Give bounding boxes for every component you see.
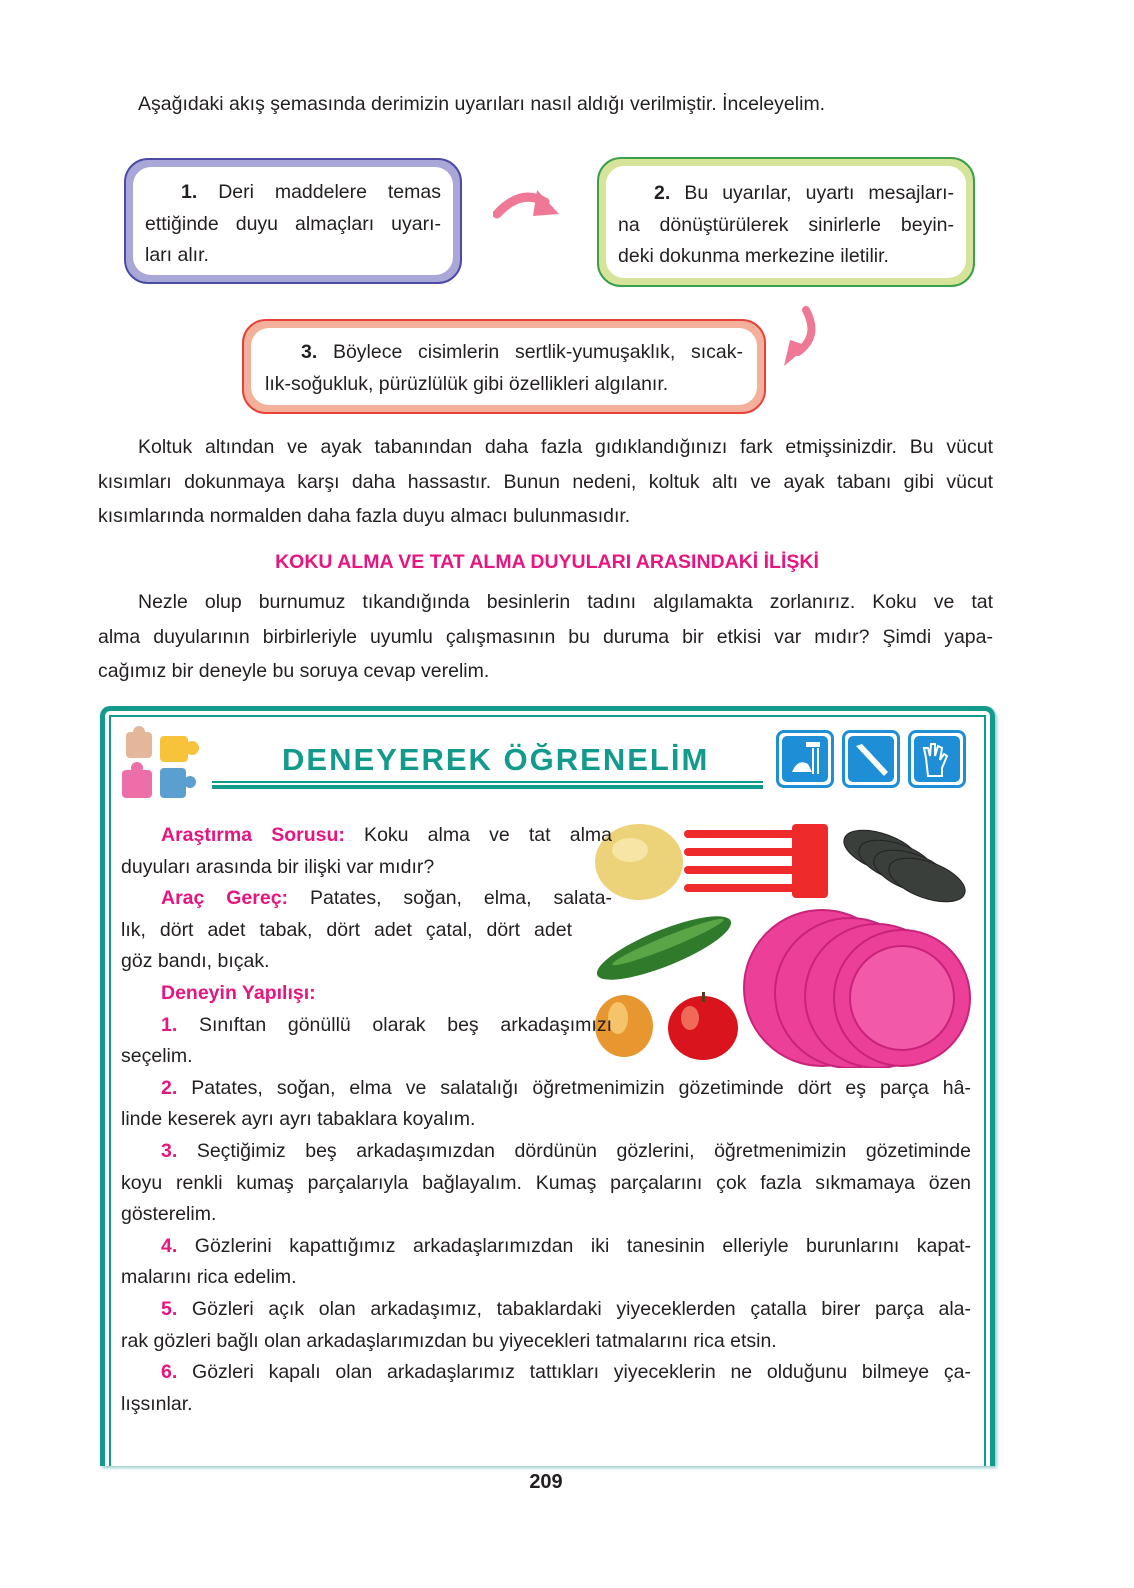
label: Araştırma Sorusu: [161,824,345,846]
text: Sınıftan gönüllü olarak beş arkadaşımızı [177,1013,612,1036]
curved-arrow-down-icon [780,306,822,370]
text: duyuları arasında bir ilişki var mıdır? [121,855,435,878]
text: Patates, soğan, elma ve salatalığı öğretmenimizin gözetiminde dört eş parça hâ- [177,1076,971,1099]
label: Deneyin Yapılışı: [161,981,316,1004]
step-6 [121,1357,971,1389]
paragraph-line: kısımları dokunmaya karşı daha hassastır. Bunun nedeni, koltuk altı ve ayak tabanı gibi vücut [98,470,993,493]
step-text: ları alır. [145,244,209,266]
intro-text: Aşağıdaki akış şemasında derimizin uyarıları nasıl aldığı verilmiştir. İnceleyelim. [138,93,826,115]
step-number: 2. [654,182,671,204]
label: Araç Gereç: [161,887,289,910]
title-underline [212,785,763,789]
step-text: deki dokunma merkezine iletilir. [618,245,889,267]
paragraph-line: Nezle olup burnumuz tıkandığında besinlerin tadını algılamakta zorlanırız. Koku ve tat [138,591,993,613]
text: Gözlerini kapattığımız arkadaşlarımızdan iki tanesinin elleriyle burunlarını kapat- [177,1234,971,1257]
step-3 [121,1136,971,1168]
hand-washing-icon [776,730,834,788]
step-5 [121,1294,971,1326]
step-number: 2. [161,1076,178,1099]
text: Seçtiğimiz beş arkadaşımızdan dördünün gözlerini, öğretmenimizin gözetiminde [177,1139,971,1162]
text: koyu renkli kumaş parçalarıyla bağlayalım. Kumaş parçalarını çok fazla sıkmamaya özen [121,1171,971,1194]
step-text: Böylece cisimlerin sertlik-yumuşaklık, sıcak- [332,341,743,363]
text: rak gözleri bağlı olan arkadaşlarımızdan bu yiyecekleri tatmalarını rica etsin. [121,1329,777,1352]
text: Gözleri açık olan arkadaşımız, tabaklardaki yiyeceklerden çatalla birer parça ala- [177,1297,971,1320]
page-number: 209 [529,1471,563,1493]
step-text: ettiğinde duyu almaçları uyarı- [145,212,441,235]
gloves-icon [908,730,966,788]
paragraph-line: cağımız bir deneyle bu soruya cevap verelim. [98,660,490,682]
text: gösterelim. [121,1203,217,1226]
puzzle-pieces-icon [116,726,208,806]
title-underline [212,781,763,783]
text: malarını rica edelim. [121,1266,297,1289]
text: Patates, soğan, elma, salata- [288,887,612,910]
step-number: 3. [301,341,318,363]
text: linde keserek ayrı ayrı tabaklara koyalım. [121,1108,476,1131]
text: lışsınlar. [121,1392,193,1415]
paragraph-line: alma duyularının birbirleriyle uyumlu çalışmasının bu duruma bir etkisi var mıdır? Şimdi yapa- [98,625,993,648]
step-number: 3. [161,1139,178,1162]
curved-arrow-right-icon [493,188,561,222]
step-text: Deri maddelere temas [218,181,441,203]
step-1 [121,1010,612,1042]
step-text: lık-soğukluk, pürüzlülük gibi özellikleri algılanır. [265,372,669,395]
step-number: 1. [181,181,198,203]
text: Koku alma ve tat alma [344,824,612,846]
step-number: 5. [161,1297,178,1320]
procedure-heading [121,978,971,1010]
text: göz bandı, bıçak. [121,950,270,973]
step-4 [121,1231,971,1263]
paragraph-line: Koltuk altından ve ayak tabanından daha fazla gıdıklandığınızı fark etmişsinizdir. Bu vücut [138,436,993,458]
section-heading: KOKU ALMA VE TAT ALMA DUYULARI ARASINDAKİ İLİŞKİ [275,551,819,573]
flow-step-1 [124,158,462,284]
experiment-title: DENEYEREK ÖĞRENELİM [282,742,710,777]
text: Gözleri kapalı olan arkadaşlarımız tattıkları yiyeceklerin ne olduğunu bilmeye ça- [177,1361,971,1384]
step-text: na dönüştürülerek sinirlerle beyin- [618,213,954,236]
experiment-content [121,820,971,1420]
paragraph-sensitivity [98,430,993,534]
flow-step-2 [597,157,975,287]
materials [121,883,612,915]
text: lık, dört adet tabak, dört adet çatal, dört adet [121,918,572,941]
step-number: 1. [161,1013,178,1036]
step-text: Bu uyarılar, uyartı mesajları- [684,182,954,204]
knife-icon [842,730,900,788]
paragraph-line: kısımlarında normalden daha fazla duyu almacı bulunmasıdır. [98,505,631,527]
research-question [121,820,612,852]
step-number: 6. [161,1361,178,1384]
paragraph-intro-experiment [98,585,993,689]
text: seçelim. [121,1045,193,1068]
step-2 [121,1073,971,1105]
step-number: 4. [161,1234,178,1257]
flow-step-3 [242,319,766,414]
